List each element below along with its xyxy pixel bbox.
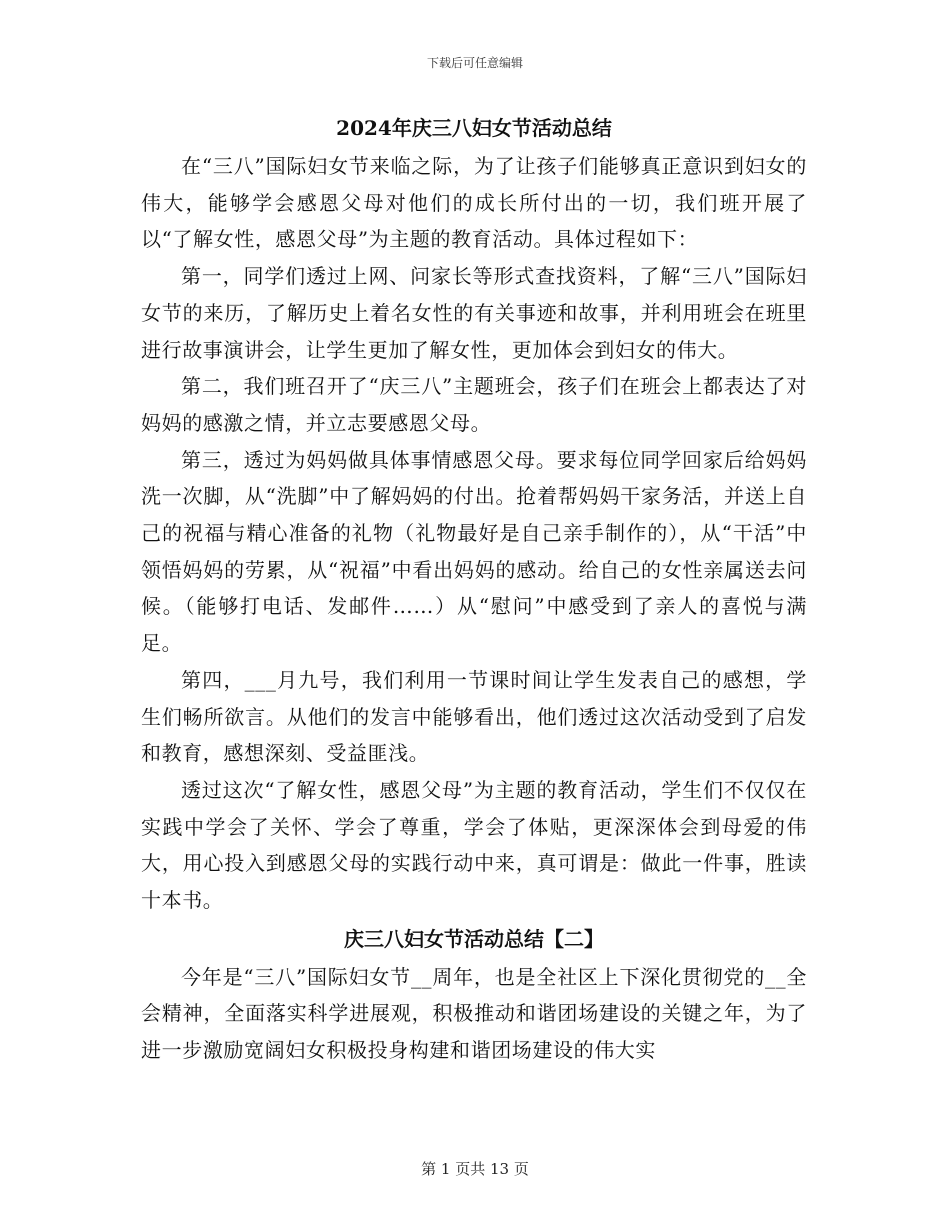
document-body [141, 108, 807, 1069]
section-title-two: 庆三八妇女节活动总结【二】 [344, 926, 604, 951]
paragraph-first: 第一，同学们透过上网、问家长等形式查找资料，了解“三八”国际妇女节的来历，了解历史上着名女性的有关事迹和故事，并利用班会在班里进行故事演讲会，让学生更加了解女性，更加体会到妇女的伟大。 [141, 264, 807, 362]
paragraph-fourth: 第四，___月九号，我们利用一节课时间让学生发表自己的感想，学生们畅所欲言。从他们的发言中能够看出，他们透过这次活动受到了启发和教育，感想深刻、受益匪浅。 [141, 667, 807, 766]
paragraph-section-two: 今年是“三八”国际妇女节__周年，也是全社区上下深化贯彻党的__全会精神，全面落实科学进展观，积极推动和谐团场建设的关键之年，为了进一步激励宽阔妇女积极投身构建和谐团场建设的伟大实 [141, 964, 807, 1063]
page-footer: 第 1 页共 13 页 [421, 1160, 529, 1178]
paragraph-conclusion: 透过这次“了解女性，感恩父母”为主题的教育活动，学生们不仅仅在实践中学会了关怀、学会了尊重，学会了体贴，更深深体会到母爱的伟大，用心投入到感恩父母的实践行动中来，真可谓是：做此一件事，胜读十本书。 [141, 777, 807, 913]
page-header: 下载后可任意编辑 [426, 56, 523, 70]
paragraph-intro: 在“三八”国际妇女节来临之际，为了让孩子们能够真正意识到妇女的伟大，能够学会感恩父母对他们的成长所付出的一切，我们班开展了以“了解女性，感恩父母”为主题的教育活动。具体过程如下： [141, 154, 807, 252]
document-title: 2024年庆三八妇女节活动总结 [336, 116, 612, 140]
paragraph-second: 第二，我们班召开了“庆三八”主题班会，孩子们在班会上都表达了对妈妈的感激之情，并立志要感恩父母。 [141, 374, 807, 435]
paragraph-third: 第三，透过为妈妈做具体事情感恩父母。要求每位同学回家后给妈妈洗一次脚，从“洗脚”中了解妈妈的付出。抢着帮妈妈干家务活，并送上自己的祝福与精心准备的礼物（礼物最好是自己亲手制作的），从“干活”中领悟妈妈的劳累，从“祝福”中看出妈妈的感动。给自己的女性亲属送去问候。（能够打电话、发邮件……）从“慰问”中感受到了亲人的喜悦与满足。 [141, 447, 807, 656]
